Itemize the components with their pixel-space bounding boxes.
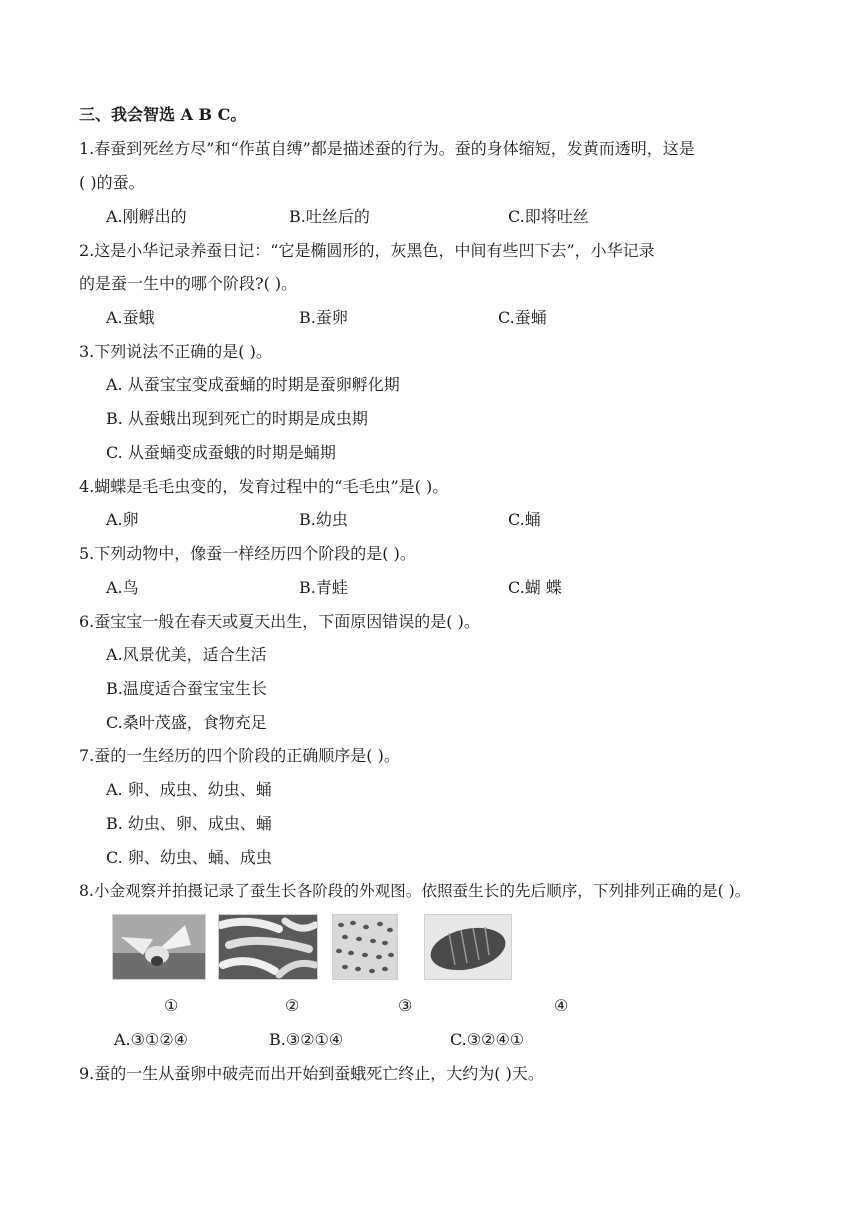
question-4-option-a: A.卵: [106, 510, 139, 529]
photo-label-4: ④: [554, 996, 569, 1015]
question-8-stem: 8.小金观察并拍摄记录了蚕生长各阶段的外观图。依照蚕生长的先后顺序，下列排列正确的是( )。: [79, 882, 751, 900]
question-2-option-b: B.蚕卵: [299, 308, 348, 327]
question-2-stem: 2.这是小华记录养蚕日记：“它是椭圆形的，灰黑色，中间有些凹下去”，小华记录: [79, 241, 655, 260]
question-7-option-c: C. 卵、幼虫、蛹、成虫: [106, 848, 272, 867]
question-5-option-b: B.青蛙: [299, 578, 348, 597]
question-7-stem: 7.蚕的一生经历的四个阶段的正确顺序是( )。: [79, 746, 400, 765]
silkworm-eggs-photo: [332, 914, 398, 980]
question-8-option-a: A.③①②④: [114, 1030, 189, 1049]
question-5-option-a: A.鸟: [106, 578, 139, 597]
question-1-stem: 1.春蚕到死丝方尽”和“作茧自缚”都是描述蚕的行为。蚕的身体缩短，发黄而透明，这是: [79, 139, 695, 158]
photo-label-3: ③: [398, 996, 413, 1015]
photo-label-2: ②: [285, 996, 300, 1015]
question-8-option-b: B.③②①④: [269, 1030, 344, 1049]
question-1-stem-cont: ( )的蚕。: [79, 173, 145, 192]
question-3-option-a: A. 从蚕宝宝变成蚕蛹的时期是蚕卵孵化期: [106, 375, 400, 394]
question-5-option-c: C.蝴 蝶: [508, 578, 562, 597]
question-1-option-c: C.即将吐丝: [508, 207, 589, 226]
photo-label-1: ①: [164, 996, 179, 1015]
question-7-option-b: B. 幼虫、卵、成虫、蛹: [106, 814, 272, 833]
question-7-option-a: A. 卵、成虫、幼虫、蛹: [106, 780, 272, 799]
question-8-option-c: C.③②④①: [450, 1030, 525, 1049]
silkworm-larvae-photo: [218, 914, 318, 980]
question-1-option-b: B.吐丝后的: [289, 207, 370, 226]
question-3-option-b: B. 从蚕蛾出现到死亡的时期是成虫期: [106, 409, 368, 428]
question-6-option-c: C.桑叶茂盛，食物充足: [106, 713, 267, 732]
question-6-option-b: B.温度适合蚕宝宝生长: [106, 679, 267, 698]
silkworm-pupa-photo: [424, 914, 512, 980]
question-4-option-c: C.蛹: [508, 510, 541, 529]
question-6-option-a: A.风景优美，适合生活: [106, 645, 267, 664]
question-6-stem: 6.蚕宝宝一般在春天或夏天出生，下面原因错误的是( )。: [79, 612, 480, 631]
question-4-option-b: B.幼虫: [299, 510, 348, 529]
question-5-stem: 5.下列动物中，像蚕一样经历四个阶段的是( )。: [79, 544, 416, 563]
question-2-option-a: A.蚕蛾: [106, 308, 155, 327]
question-3-option-c: C. 从蚕蛹变成蚕蛾的时期是蛹期: [106, 443, 336, 462]
section-title: 三、我会智选 A B C。: [79, 105, 247, 124]
question-1-option-a: A.刚孵出的: [106, 207, 187, 226]
question-2-stem-cont: 的是蚕一生中的哪个阶段?( )。: [79, 274, 298, 293]
question-2-option-c: C.蚕蛹: [498, 308, 547, 327]
silk-moth-photo: [112, 914, 206, 980]
question-9-stem: 9.蚕的一生从蚕卵中破壳而出开始到蚕蛾死亡终止，大约为( )天。: [79, 1064, 544, 1083]
question-4-stem: 4.蝴蝶是毛毛虫变的，发育过程中的“毛毛虫”是( )。: [79, 477, 449, 496]
question-3-stem: 3.下列说法不正确的是( )。: [79, 342, 272, 361]
